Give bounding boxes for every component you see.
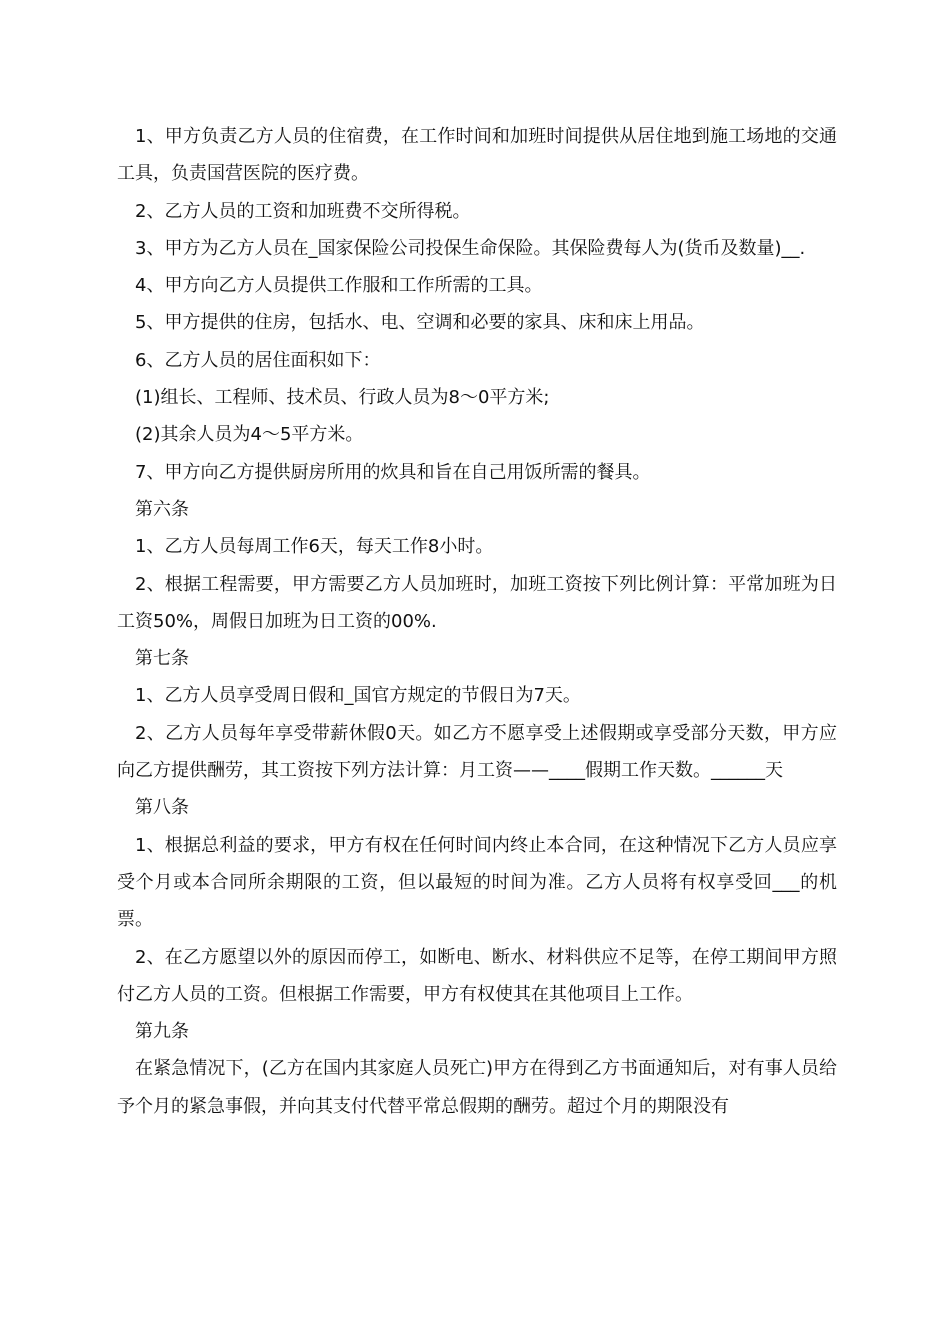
clause-item: 1、甲方负责乙方人员的住宿费，在工作时间和加班时间提供从居住地到施工场地的交通工具，负责国营医院的医疗费。 (117, 126, 837, 185)
clause-item: 5、甲方提供的住房，包括水、电、空调和必要的家具、床和床上用品。 (135, 312, 705, 334)
clause-item: 1、乙方人员每周工作6天，每天工作8小时。 (135, 536, 494, 558)
clause-item: 7、甲方向乙方提供厨房所用的炊具和旨在自己用饭所需的餐具。 (135, 461, 651, 483)
document-page (117, 118, 837, 1125)
clause-item: 6、乙方人员的居住面积如下： (135, 349, 381, 371)
clause-item: 1、乙方人员享受周日假和_国官方规定的节假日为7天。 (135, 685, 581, 707)
clause-item: 1、根据总利益的要求，甲方有权在任何时间内终止本合同，在这种情况下乙方人员应享受个月或本合同所余期限的工资，但以最短的时间为准。乙方人员将有权享受回___的机票。 (117, 834, 837, 931)
clause-item: 2、乙方人员的工资和加班费不交所得税。 (135, 200, 471, 222)
article-heading: 第九条 (135, 1021, 189, 1043)
sub-clause-item: (2)其余人员为4～5平方米。 (135, 424, 364, 446)
sub-clause-item: (1)组长、工程师、技术员、行政人员为8～0平方米; (135, 387, 550, 409)
clause-item: 2、根据工程需要，甲方需要乙方人员加班时，加班工资按下列比例计算：平常加班为日工资50%，周假日加班为日工资的00%. (117, 573, 837, 632)
clause-item: 4、甲方向乙方人员提供工作服和工作所需的工具。 (135, 275, 543, 297)
article-heading: 第七条 (135, 648, 189, 670)
clause-item: 2、在乙方愿望以外的原因而停工，如断电、断水、材料供应不足等，在停工期间甲方照付乙方人员的工资。但根据工作需要，甲方有权使其在其他项目上工作。 (117, 946, 837, 1005)
clause-item: 在紧急情况下，(乙方在国内其家庭人员死亡)甲方在得到乙方书面通知后，对有事人员给予个月的紧急事假，并向其支付代替平常总假期的酬劳。超过个月的期限没有 (117, 1058, 837, 1117)
article-heading: 第六条 (135, 498, 189, 520)
clause-item: 2、乙方人员每年享受带薪休假0天。如乙方不愿享受上述假期或享受部分天数，甲方应向乙方提供酬劳，其工资按下列方法计算：月工资——____假期工作天数。______天 (117, 722, 837, 782)
article-heading: 第八条 (135, 797, 189, 819)
clause-item: 3、甲方为乙方人员在_国家保险公司投保生命保险。其保险费每人为(货币及数量)__. (135, 237, 806, 259)
